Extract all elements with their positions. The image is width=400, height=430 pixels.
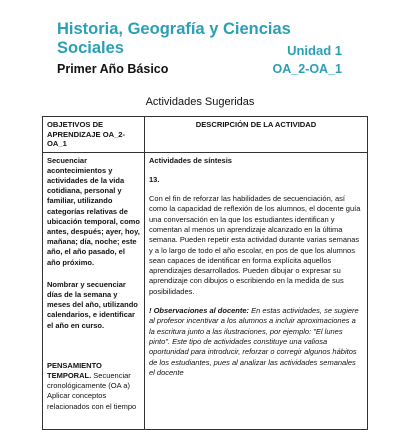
observations-body: En estas actividades, se sugiere al profesor incentivar a los alumnos a incluir aproximaciones a la escritura junto a las ilustraciones, por ejemplo: "El lunes pinto". Este tipo de actividades constituye una valiosa oportunidad para introducir, reforzar o corregir algunos hábitos de los estudiantes, pues al analizar las actividades semanales el docente xyxy=(149,306,359,377)
objectives-cell xyxy=(43,152,145,429)
objective-3 xyxy=(47,361,140,412)
activity-title: Actividades de síntesis xyxy=(149,155,232,165)
objectives-header: OBJETIVOS DE APRENDIZAJE OA_2-OA_1 xyxy=(43,117,145,153)
activities-table xyxy=(42,116,368,430)
grade-subtitle: Primer Año Básico xyxy=(57,62,169,76)
objective-3-body: Secuenciar cronológicamente (OA a) Aplicar conceptos relacionados con el tiempo xyxy=(47,370,137,411)
unit-label: Unidad 1 xyxy=(287,43,342,58)
section-title: Actividades Sugeridas xyxy=(145,96,255,108)
objective-2: Nombrar y secuenciar días de la semana y meses del año, utilizando calendarios, e identificar el año en curso. xyxy=(47,279,138,330)
activity-body: Con el fin de reforzar las habilidades de secuenciación, así como la capacidad de reflexión de los alumnos, el docente guía una conversación en la que los estudiantes identifican y comentan al menos un aprendizaje alcanzado en la última semana. Pueden repetir esta actividad durante varias semanas y a lo largo de todo el año escolar, en pos de que los alumnos sean capaces de identificar en forma explícita aquellos aprendizajes desarrollados. Pueden dibujar o expresar su aprendizaje con dibujos o escribiendo en la medida de sus posibilidades. xyxy=(149,194,361,296)
activity-number: 13. xyxy=(149,174,160,184)
objective-3-head: PENSAMIENTO TEMPORAL. xyxy=(47,360,102,380)
document-title: Historia, Geografía y Ciencias Sociales xyxy=(57,20,291,57)
document-header xyxy=(0,0,400,90)
table-row xyxy=(43,152,368,429)
teacher-observations xyxy=(149,306,363,378)
objective-1: Secuenciar acontecimientos y actividades de la vida cotidiana, personal y familiar, utilizando categorías relativas de ubicación temporal, como antes, después; ayer, hoy, mañana; día, noche; este año, el año pasado, el año próximo. xyxy=(47,155,140,267)
observations-label: ! Observaciones al docente: xyxy=(149,306,250,316)
description-cell xyxy=(145,152,368,429)
table-header-row xyxy=(43,117,368,153)
objective-code: OA_2-OA_1 xyxy=(272,62,342,76)
description-header: DESCRIPCIÓN DE LA ACTIVIDAD xyxy=(145,117,368,153)
